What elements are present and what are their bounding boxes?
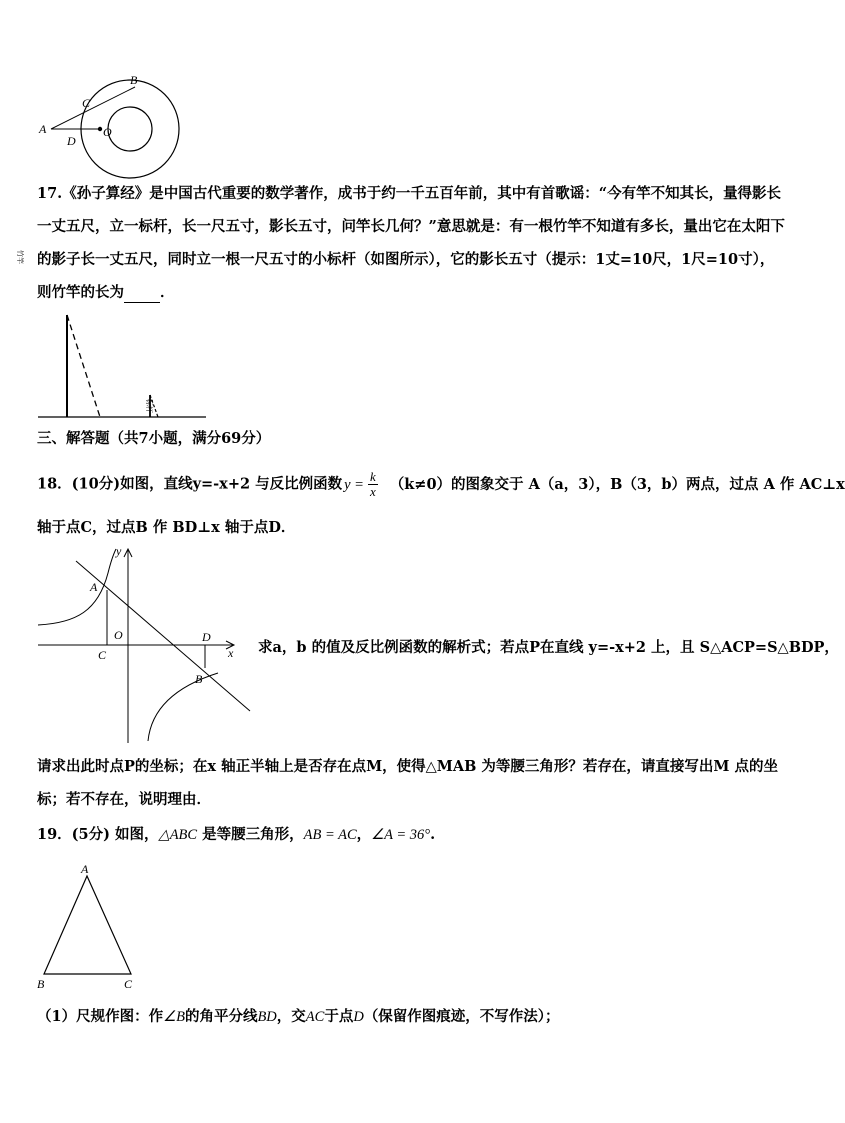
hyperbola-branch-lower-right: [148, 673, 218, 741]
stick-label: 标杆: [145, 399, 153, 413]
point-B-label: B: [195, 672, 203, 686]
vertex-C-label: C: [124, 977, 133, 991]
q17-line2: 一丈五尺，立一标杆，长一尺五寸，影长五寸，问竿长几何？”意思就是：有一根竹竿不知道有多长，量出它在太阳下: [37, 218, 785, 235]
q18-line2: 轴于点C，过点B 作 BD⊥x 轴于点D．: [37, 519, 296, 536]
q18-line1-post: （k≠0）的图象交于 A（a，3），B（3，b）两点，过点 A 作 AC⊥x: [389, 475, 845, 493]
triangle-figure: [34, 862, 144, 992]
section-header: 三、解答题（共7小题，满分69分）: [37, 430, 271, 447]
q19-part1-mid3: 于点: [324, 1008, 354, 1025]
q19-part1-pre: （1）尺规作图：作: [37, 1008, 164, 1025]
concentric-circles-figure: [30, 70, 160, 180]
q19-part1-d: D: [353, 1009, 364, 1025]
triangle-ABC: [44, 876, 131, 974]
axis-x-label: x: [228, 646, 234, 660]
label-D: D: [67, 134, 76, 148]
q18-side-text: 求a，b 的值及反比例函数的解析式；若点P在直线 y=-x+2 上，且 S△ACP=S△BDP，: [258, 639, 839, 656]
inner-circle: [108, 107, 152, 151]
vertex-B-label: B: [37, 977, 45, 991]
origin-O-label: O: [114, 628, 123, 642]
q19-pre: 19．(5分) 如图，: [37, 826, 159, 843]
q19-eq1: AB = AC: [303, 827, 357, 843]
q19-part1-mid1: 的角平分线: [184, 1008, 258, 1025]
q18-line1: [37, 470, 845, 499]
q19-part1-bd: BD: [257, 1009, 277, 1025]
pole-label: 竹竿: [16, 250, 24, 264]
q19-triangle: △ABC: [158, 827, 198, 843]
q17-line4-end: ．: [160, 284, 175, 301]
hyperbola-branch-upper-left: [38, 549, 116, 625]
q19-part1-angle: ∠B: [163, 1009, 185, 1025]
point-C-label: C: [98, 648, 107, 662]
q19-part1-post: （保留作图痕迹，不写作法）；: [363, 1008, 560, 1025]
q18-line3: 请求出此时点P的坐标；在x 轴正半轴上是否存在点M，使得△MAB 为等腰三角形？若存在，请直接写出M 点的坐: [37, 758, 778, 775]
q18-line1-pre: 18．(10分)如图，直线y=-x+2 与反比例函数: [37, 475, 343, 493]
q19-part1-ac: AC: [305, 1009, 325, 1025]
fraction-k-over-x: [368, 470, 378, 499]
q19-mid1: 是等腰三角形，: [197, 826, 304, 843]
q17-line4: [37, 283, 175, 303]
q19-part1: [37, 1007, 560, 1027]
vertex-A-label: A: [81, 862, 89, 876]
axis-y-label: y: [116, 544, 122, 558]
frac-denominator: x: [369, 484, 376, 499]
q17-line4-text: 则竹竿的长为: [37, 284, 124, 301]
q19-line1: [37, 825, 435, 845]
label-O: O: [103, 125, 112, 139]
point-D-label: D: [202, 630, 211, 644]
q19-end: .: [430, 826, 436, 843]
q18-y-eq: y =: [344, 476, 364, 493]
frac-numerator: k: [369, 469, 376, 484]
label-A: A: [39, 122, 47, 136]
answer-blank[interactable]: [124, 288, 160, 303]
label-B: B: [130, 73, 138, 87]
pole-shadow-ray: [67, 315, 100, 417]
function-graph-figure: [36, 543, 256, 745]
line-y-eq-neg-x-plus-2: [76, 561, 250, 711]
center-point: [98, 127, 102, 131]
q19-sep: ，: [356, 826, 372, 843]
q19-part1-mid2: ，交: [276, 1008, 306, 1025]
q17-line1: 17.《孙子算经》是中国古代重要的数学著作，成书于约一千五百年前，其中有首歌谣：“今有竿不知其长，量得影长: [37, 185, 782, 202]
label-C: C: [82, 96, 91, 110]
q17-line3: 的影子长一丈五尺，同时立一根一尺五寸的小标杆（如图所示），它的影长五寸（提示：1丈=10尺，1尺=10寸），: [37, 251, 775, 268]
q18-line4: 标；若不存在，说明理由．: [37, 791, 211, 808]
point-A-label: A: [90, 580, 98, 594]
q19-eq2: ∠A = 36°: [371, 827, 431, 843]
